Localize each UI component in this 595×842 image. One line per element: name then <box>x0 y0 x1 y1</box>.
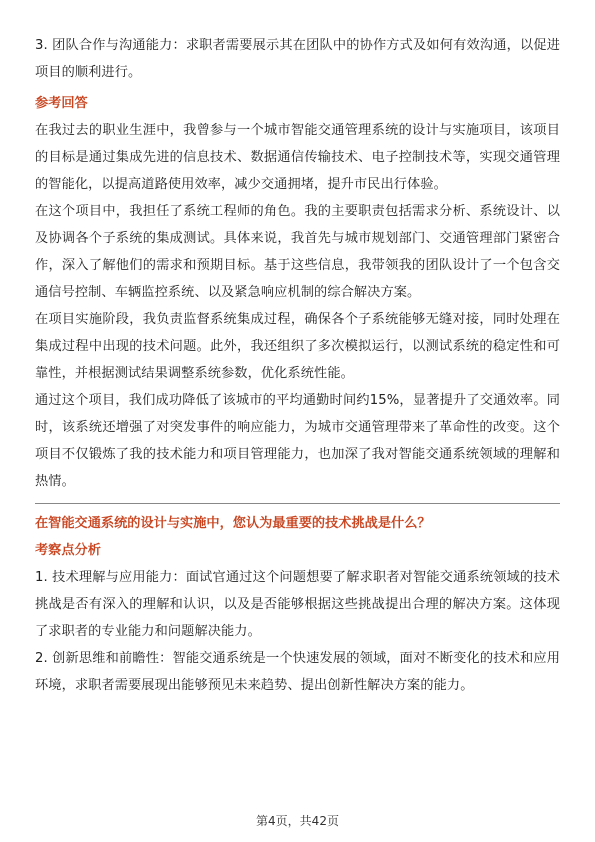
answer-paragraph: 通过这个项目，我们成功降低了该城市的平均通勤时间约15%，显著提升了交通效率。同时，该系统还增强了对突发事件的响应能力，为城市交通管理带来了革命性的改变。这个项目不仅锻炼了我的技术能力和项目管理能力，也加深了我对智能交通系统领域的理解和热情。 <box>35 393 560 489</box>
reference-answer-heading: 参考回答 <box>35 96 88 111</box>
analysis-heading: 考察点分析 <box>35 543 101 558</box>
page-number: 第4页，共42页 <box>256 814 339 828</box>
answer-paragraph: 在我过去的职业生涯中，我曾参与一个城市智能交通管理系统的设计与实施项目，该项目的目标是通过集成先进的信息技术、数据通信传输技术、电子控制技术等，实现交通管理的智能化，以提高道路使用效率，减少交通拥堵，提升市民出行体验。 <box>35 123 560 192</box>
analysis-point: 2. 创新思维和前瞻性：智能交通系统是一个快速发展的领域，面对不断变化的技术和应用环境，求职者需要展现出能够预见未来趋势、提出创新性解决方案的能力。 <box>35 651 560 693</box>
answer-paragraph: 在项目实施阶段，我负责监督系统集成过程，确保各个子系统能够无缝对接，同时处理在集成过程中出现的技术问题。此外，我还组织了多次模拟运行，以测试系统的稳定性和可靠性，并根据测试结果调整系统参数，优化系统性能。 <box>35 312 560 381</box>
section-divider <box>35 503 560 504</box>
point-teamwork: 3. 团队合作与沟通能力：求职者需要展示其在团队中的协作方式及如何有效沟通，以促进项目的顺利进行。 <box>35 38 560 80</box>
page-content <box>35 32 560 699</box>
question-title: 在智能交通系统的设计与实施中，您认为最重要的技术挑战是什么？ <box>35 516 431 531</box>
analysis-point: 1. 技术理解与应用能力：面试官通过这个问题想要了解求职者对智能交通系统领域的技术挑战是否有深入的理解和认识，以及是否能够根据这些挑战提出合理的解决方案。这体现了求职者的专业能力和问题解决能力。 <box>35 570 560 639</box>
answer-paragraph: 在这个项目中，我担任了系统工程师的角色。我的主要职责包括需求分析、系统设计、以及协调各个子系统的集成测试。具体来说，我首先与城市规划部门、交通管理部门紧密合作，深入了解他们的需求和预期目标。基于这些信息，我带领我的团队设计了一个包含交通信号控制、车辆监控系统、以及紧急响应机制的综合解决方案。 <box>35 204 560 300</box>
